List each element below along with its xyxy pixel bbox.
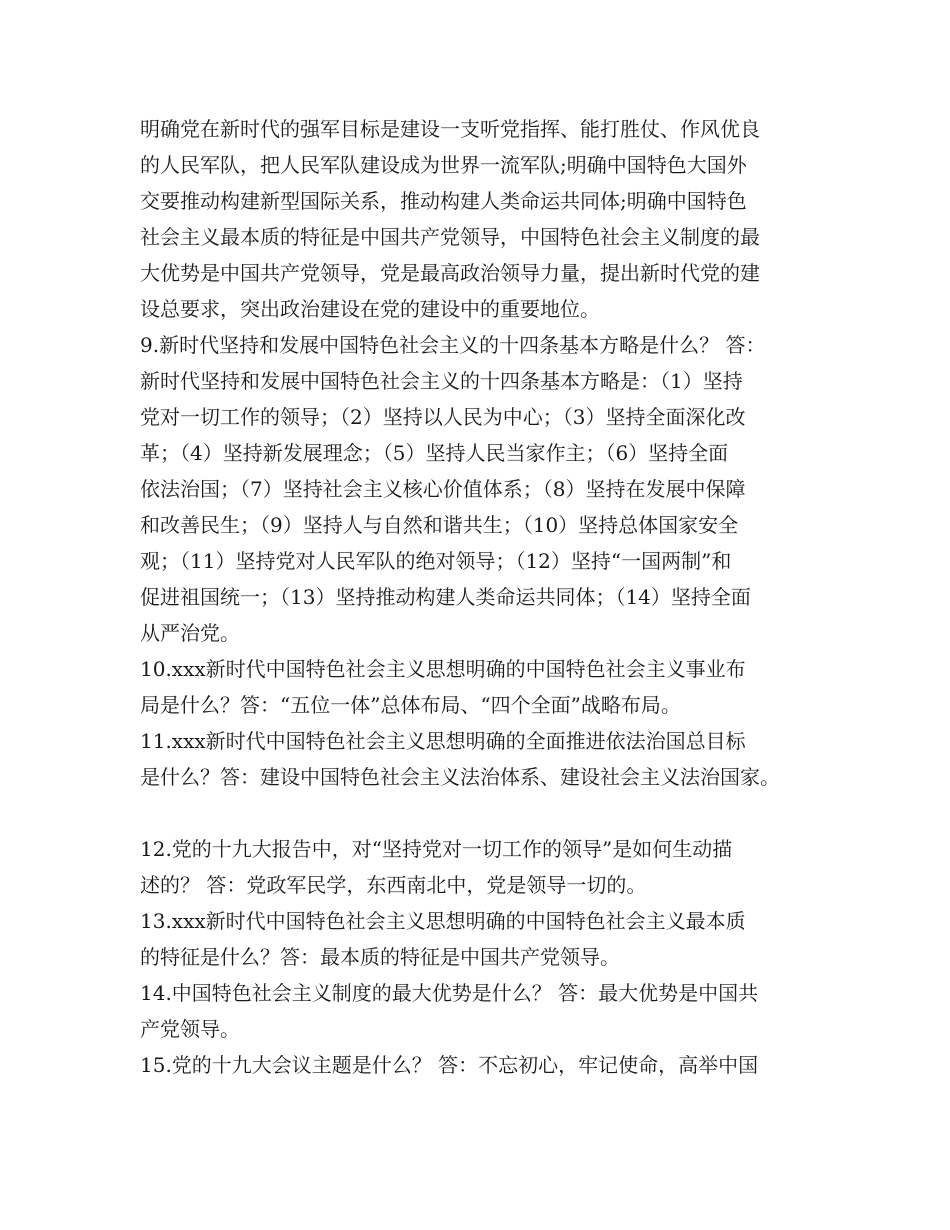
text-line: 明确党在新时代的强军目标是建设一支听党指挥、能打胜仗、作风优良 (140, 117, 760, 141)
question-10-line: 10.xxx新时代中国特色社会主义思想明确的中国特色社会主义事业布 (140, 657, 746, 681)
paragraph-gap (140, 795, 830, 831)
question-15-line: 15.党的十九大会议主题是什么？ 答：不忘初心，牢记使命，高举中国 (140, 1053, 759, 1077)
text-line: 革；（4）坚持新发展理念；（5）坚持人民当家作主；（6）坚持全面 (140, 441, 729, 465)
text-line: 的人民军队，把人民军队建设成为世界一流军队;明确中国特色大国外 (140, 153, 747, 177)
document-body (140, 111, 830, 1083)
text-line: 产党领导。 (140, 1017, 240, 1041)
text-line: 大优势是中国共产党领导，党是最高政治领导力量，提出新时代党的建 (140, 261, 760, 285)
question-11-line: 11.xxx新时代中国特色社会主义思想明确的全面推进依法治国总目标 (140, 729, 746, 753)
text-line: 促进祖国统一；（13）坚持推动构建人类命运共同体；（14）坚持全面 (140, 585, 751, 609)
text-line: 从严治党。 (140, 621, 240, 645)
question-14-line: 14.中国特色社会主义制度的最大优势是什么？ 答：最大优势是中国共 (140, 981, 759, 1005)
question-9-line: 9.新时代坚持和发展中国特色社会主义的十四条基本方略是什么？ 答： (140, 333, 766, 357)
question-13-line: 13.xxx新时代中国特色社会主义思想明确的中国特色社会主义最本质 (140, 909, 746, 933)
text-line: 交要推动构建新型国际关系，推动构建人类命运共同体;明确中国特色 (140, 189, 747, 213)
text-line: 是什么？答：建设中国特色社会主义法治体系、建设社会主义法治国家。 (140, 765, 780, 789)
text-line: 的特征是什么？答：最本质的特征是中国共产党领导。 (140, 945, 620, 969)
text-line: 和改善民生；（9）坚持人与自然和谐共生；（10）坚持总体国家安全 (140, 513, 739, 537)
text-line: 社会主义最本质的特征是中国共产党领导，中国特色社会主义制度的最 (140, 225, 760, 249)
text-line: 党对一切工作的领导；（2）坚持以人民为中心；（3）坚持全面深化改 (140, 405, 746, 429)
text-line: 新时代坚持和发展中国特色社会主义的十四条基本方略是：（1）坚持 (140, 369, 743, 393)
text-line: 依法治国；（7）坚持社会主义核心价值体系；（8）坚持在发展中保障 (140, 477, 746, 501)
text-line: 设总要求，突出政治建设在党的建设中的重要地位。 (140, 297, 600, 321)
text-line: 观；（11）坚持党对人民军队的绝对领导；（12）坚持“一国两制”和 (140, 549, 732, 573)
question-12-line: 12.党的十九大报告中，对“坚持党对一切工作的领导”是如何生动描 (140, 837, 733, 861)
text-line: 述的？ 答：党政军民学，东西南北中，党是领导一切的。 (140, 873, 647, 897)
text-line: 局是什么？答：“五位一体”总体布局、“四个全面”战略布局。 (140, 693, 681, 717)
